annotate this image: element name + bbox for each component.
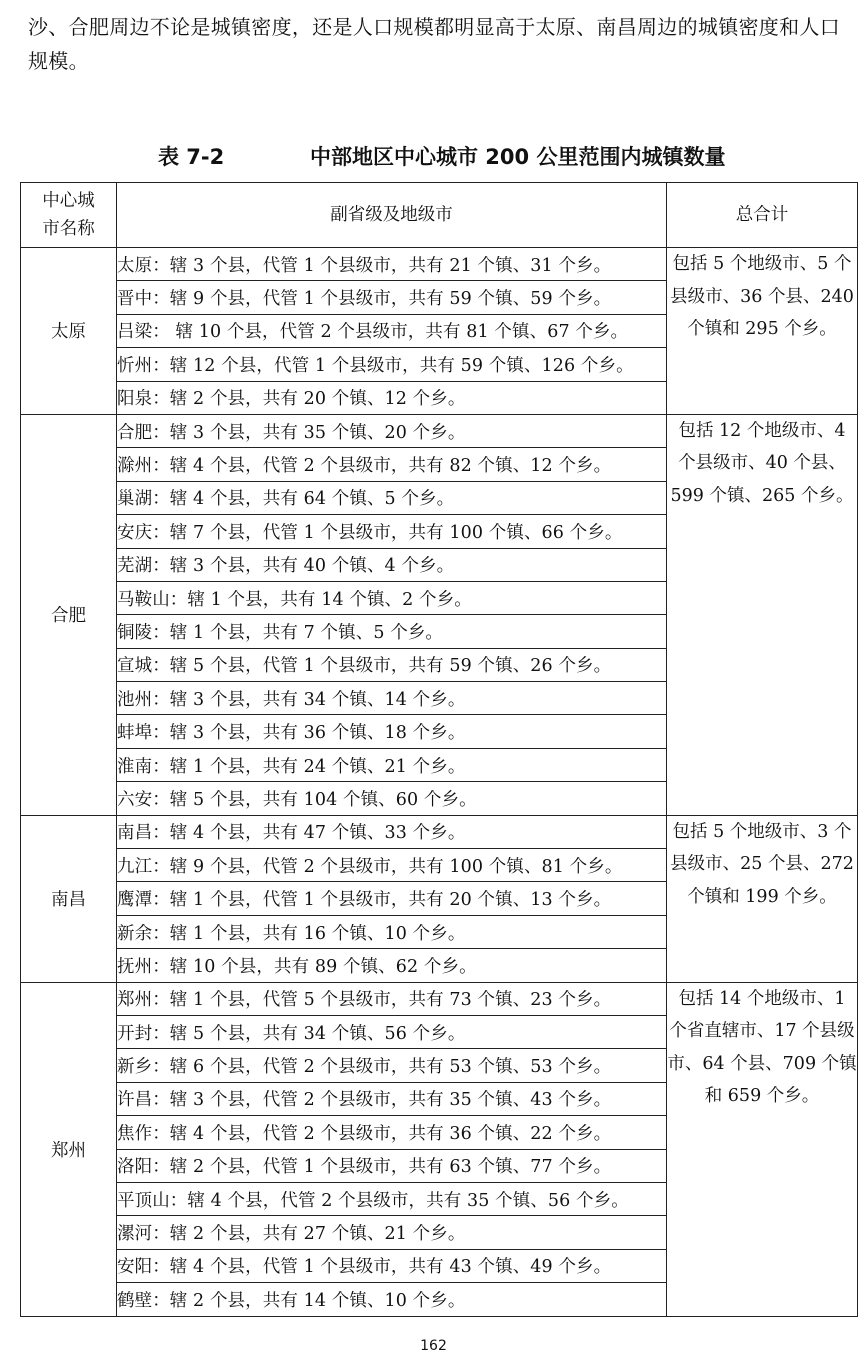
city-detail-cell: 抚州：辖 10 个县，共有 89 个镇、62 个乡。 [117, 949, 667, 982]
city-detail-cell: 滁州：辖 4 个县，代管 2 个县级市，共有 82 个镇、12 个乡。 [117, 448, 667, 481]
page-number: 162 [420, 1338, 447, 1354]
group-total-text: 包括 12 个地级市、4 个县级市、40 个县、599 个镇、265 个乡。 [670, 420, 854, 506]
city-detail-cell: 六安：辖 5 个县，共有 104 个镇、60 个乡。 [117, 782, 667, 815]
city-detail-cell: 安庆：辖 7 个县，代管 1 个县级市，共有 100 个镇、66 个乡。 [117, 515, 667, 548]
city-detail-cell: 晋中：辖 9 个县，代管 1 个县级市，共有 59 个镇、59 个乡。 [117, 281, 667, 314]
intro-paragraph: 沙、合肥周边不论是城镇密度，还是人口规模都明显高于太原、南昌周边的城镇密度和人口规模。 [28, 15, 840, 73]
city-detail-cell: 漯河：辖 2 个县，共有 27 个镇、21 个乡。 [117, 1216, 667, 1249]
city-detail-cell: 许昌：辖 3 个县，代管 2 个县级市，共有 35 个镇、43 个乡。 [117, 1082, 667, 1115]
city-town-table [20, 182, 858, 1317]
group-total-cell [667, 414, 858, 815]
header-center-city: 中心城市名称 [21, 183, 117, 248]
table-header-row [21, 183, 858, 248]
table-row [21, 982, 858, 1015]
city-detail-cell: 吕梁： 辖 10 个县，代管 2 个县级市，共有 81 个镇、67 个乡。 [117, 314, 667, 347]
city-detail-cell: 开封：辖 5 个县，共有 34 个镇、56 个乡。 [117, 1015, 667, 1048]
city-detail-cell: 芜湖：辖 3 个县，共有 40 个镇、4 个乡。 [117, 548, 667, 581]
table-row [21, 815, 858, 848]
table-number: 表 7-2 [158, 145, 225, 169]
center-city-cell: 郑州 [21, 982, 117, 1316]
center-city-cell: 南昌 [21, 815, 117, 982]
group-total-text: 包括 14 个地级市、1 个省直辖市、17 个县级市、64 个县、709 个镇和 659 个乡。 [667, 988, 857, 1107]
city-detail-cell: 洛阳：辖 2 个县，代管 1 个县级市，共有 63 个镇、77 个乡。 [117, 1149, 667, 1182]
city-detail-cell: 阳泉：辖 2 个县，共有 20 个镇、12 个乡。 [117, 381, 667, 414]
table-row [21, 414, 858, 447]
city-detail-cell: 太原：辖 3 个县，代管 1 个县级市，共有 21 个镇、31 个乡。 [117, 248, 667, 281]
table-caption [0, 138, 867, 172]
city-detail-cell: 平顶山：辖 4 个县，代管 2 个县级市，共有 35 个镇、56 个乡。 [117, 1182, 667, 1215]
center-city-cell: 合肥 [21, 414, 117, 815]
group-total-cell [667, 248, 858, 415]
city-detail-cell: 南昌：辖 4 个县，共有 47 个镇、33 个乡。 [117, 815, 667, 848]
city-detail-cell: 鹤壁：辖 2 个县，共有 14 个镇、10 个乡。 [117, 1283, 667, 1316]
city-detail-cell: 池州：辖 3 个县，共有 34 个镇、14 个乡。 [117, 682, 667, 715]
city-detail-cell: 淮南：辖 1 个县，共有 24 个镇、21 个乡。 [117, 748, 667, 781]
city-detail-cell: 九江：辖 9 个县，代管 2 个县级市，共有 100 个镇、81 个乡。 [117, 849, 667, 882]
city-detail-cell: 新乡：辖 6 个县，代管 2 个县级市，共有 53 个镇、53 个乡。 [117, 1049, 667, 1082]
group-total-cell [667, 815, 858, 982]
city-detail-cell: 新余：辖 1 个县，共有 16 个镇、10 个乡。 [117, 915, 667, 948]
group-total-cell [667, 982, 858, 1316]
city-detail-cell: 宣城：辖 5 个县，代管 1 个县级市，共有 59 个镇、26 个乡。 [117, 648, 667, 681]
header-total: 总合计 [667, 183, 858, 248]
city-detail-cell: 蚌埠：辖 3 个县，共有 36 个镇、18 个乡。 [117, 715, 667, 748]
city-detail-cell: 合肥：辖 3 个县，共有 35 个镇、20 个乡。 [117, 414, 667, 447]
table-body [21, 248, 858, 1317]
city-detail-cell: 郑州：辖 1 个县，代管 5 个县级市，共有 73 个镇、23 个乡。 [117, 982, 667, 1015]
city-detail-cell: 鹰潭：辖 1 个县，代管 1 个县级市，共有 20 个镇、13 个乡。 [117, 882, 667, 915]
table-row [21, 248, 858, 281]
city-detail-cell: 焦作：辖 4 个县，代管 2 个县级市，共有 36 个镇、22 个乡。 [117, 1116, 667, 1149]
group-total-text: 包括 5 个地级市、3 个县级市、25 个县、272 个镇和 199 个乡。 [670, 821, 854, 907]
city-detail-cell: 巢湖：辖 4 个县，共有 64 个镇、5 个乡。 [117, 481, 667, 514]
city-detail-cell: 马鞍山：辖 1 个县，共有 14 个镇、2 个乡。 [117, 581, 667, 614]
city-detail-cell: 忻州：辖 12 个县，代管 1 个县级市，共有 59 个镇、126 个乡。 [117, 348, 667, 381]
city-detail-cell: 铜陵：辖 1 个县，共有 7 个镇、5 个乡。 [117, 615, 667, 648]
center-city-cell: 太原 [21, 248, 117, 415]
table-title: 中部地区中心城市 200 公里范围内城镇数量 [310, 145, 726, 169]
group-total-text: 包括 5 个地级市、5 个县级市、36 个县、240 个镇和 295 个乡。 [670, 254, 854, 339]
header-cities: 副省级及地级市 [117, 183, 667, 248]
city-detail-cell: 安阳：辖 4 个县，代管 1 个县级市，共有 43 个镇、49 个乡。 [117, 1249, 667, 1282]
